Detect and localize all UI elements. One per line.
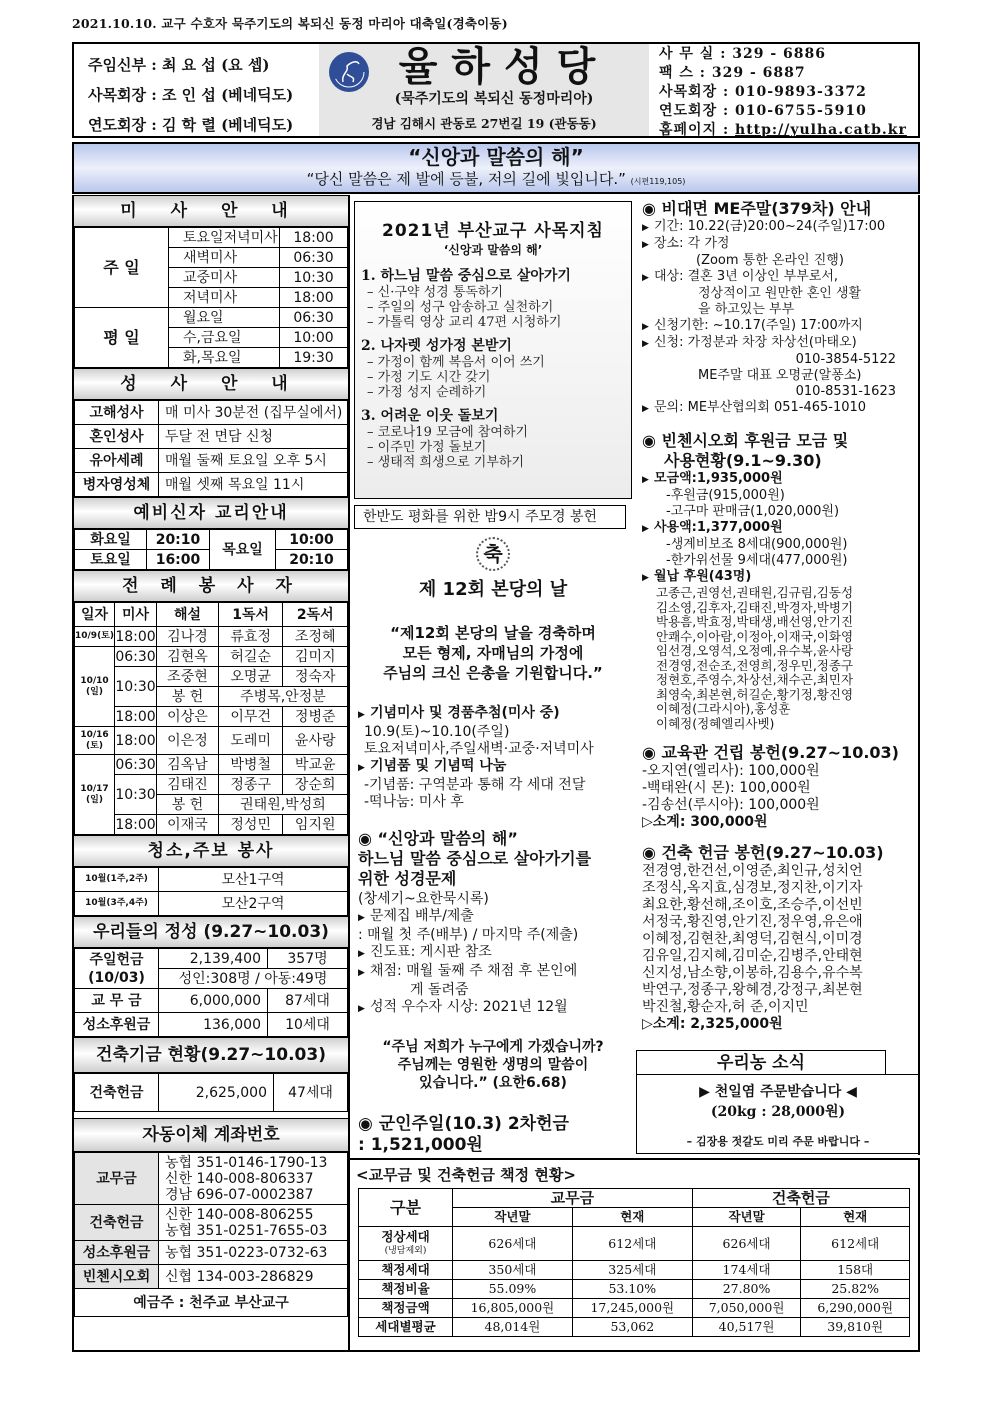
me-weekend-section: ◉ 비대면 ME주말(379차) 안내 ▶ 기간: 10.22(금)20:00~24(주일)17:00 ▶ 장소: 각 가정 (Zoom 통한 온라인 진행) ▶ 대상: 결혼 3년 이상인 부부로서, 정상적이고 원만한 혼인 생활 을 하고있는 부부 ▶ 신청기한: ~10.17(주일) 17:00까지 ▶ 신청: 가정분과 차장 차상선(마태오) 010-3854-5122 ME주말 대표 오명균(알퐁소) 010-8531-1623 ▶ 문의: ME부산협의회 051-465-1010 [642, 199, 896, 415]
parish-title-block [319, 44, 649, 136]
mass-schedule-table: 주 일 토요일저녁미사 18:00 새벽미사 06:30 교중미사 10:30 저녁미사 18:00 평 일 월요일 06:30 수,금요일 10:00 화,목요일 19:30 [74, 227, 348, 368]
building-donation-section: ◉ 건축 헌금 봉헌(9.27~10.03) 전경영,한건선,이영준,최인규,성치언 조정식,옥지효,심경보,정지찬,이기자 최요한,황선해,조이호,조승주,이선빈 서정국,황진영,안기진,정우영,유은애 이혜정,김현찬,최영덕,김현식,이미경 김유일,김지혜,김미순,김병주,안태현 신지성,남소향,이봉하,김용수,유수복 박연구,정종구,왕혜경,강정구,최본현 박진철,황순자,허 준,이지민 ▷소계: 2,325,000원 [642, 843, 884, 1032]
council-phone: 010-9893-3372 [735, 84, 867, 100]
prayer-phone: 010-6755-5910 [735, 103, 867, 119]
header [72, 42, 920, 138]
offering-header: 우리들의 정성 (9.27~10.03) [74, 916, 348, 948]
peace-prayer-box: 한반도 평화를 위한 밤9시 주모경 봉헌 [354, 505, 626, 529]
bible-quiz-section: ◉ “신앙과 말씀의 해” 하느님 말씀 중심으로 살아가기를 위한 성경문제 (창세기~요한묵시록) ▶ 문제집 배부/제출 : 매월 첫 주(배부) / 마지막 주(제출) ▶ 진도표: 게시판 참조 ▶ 채점: 매월 둘째 주 채점 후 본인에 게 돌려줌 ▶ 성적 우수자 시상: 2021년 12월 [358, 829, 592, 1015]
anniversary-details: ▶ 기념미사 및 경품추첨(미사 중) 10.9(토)~10.10(주일) 토요저녁미사,주일새벽·교중·저녁미사 ▶ 기념품 및 기념떡 나눔 -기념품: 구역분과 통해 각 세대 전달 -떡나눔: 미사 후 [358, 705, 594, 810]
scripture-quote: “주님 저희가 누구에게 가겠습니까? 주님께는 영원한 생명의 말씀이 있습니다.” (요한6.68) [382, 1039, 604, 1091]
allocation-title: <교무금 및 건축헌금 책정 현황> [356, 1166, 576, 1184]
cleaning-table: 10월(1주,2주) 모산1구역 10월(3주,4주) 모산2구역 [74, 867, 348, 916]
council-president-line: 사목회장 : 조 인 섭 (베네딕도) [88, 86, 294, 104]
triangle-bullet-icon: ▶ [358, 710, 365, 720]
autopay-header: 자동이체 계좌번호 [74, 1118, 348, 1152]
building-fund-table: 건축헌금 2,625,000 47세대 [74, 1073, 348, 1112]
building-fund-header: 건축기금 현황(9.27~10.03) [74, 1037, 348, 1073]
middle-column [350, 195, 636, 1155]
sacrament-table: 고해성사 매 미사 30분전 (집무실에서) 혼인성사 두달 전 면담 신청 유아세례 매월 둘째 토요일 오후 5시 병자영성체 매월 셋째 목요일 11시 [74, 400, 348, 497]
parish-patron: (묵주기도의 복되신 동정마리아) [394, 91, 594, 107]
parish-address: 경남 김해시 관동로 27번길 19 (관동동) [371, 116, 597, 131]
clergy-list [74, 44, 319, 136]
triangle-bullet-icon: ▶ [358, 763, 365, 773]
celebration-badge-icon: 축 [476, 537, 510, 571]
banner-title: “신앙과 말씀의 해” [408, 145, 584, 169]
parish-name: 율하성당 [398, 44, 610, 90]
homepage-link[interactable]: http://yulha.catb.kr [735, 122, 907, 138]
parish-logo-icon [329, 52, 369, 92]
servers-header: 전 례 봉 사 자 [74, 570, 348, 602]
anniversary-quote: “제12회 본당의 날을 경축하며 모든 형제, 자매님의 가정에 주님의 크신 은총을 기원합니다.” [383, 624, 603, 682]
right-column [636, 195, 920, 1155]
farm-news-title: 우리농 소식 [636, 1050, 886, 1074]
cleaning-header: 청소,주보 봉사 [74, 835, 348, 867]
fax-number: 329 - 6887 [711, 65, 806, 81]
bulletin-date-line: 2021.10.10. 교구 수호자 묵주기도의 복되신 동정 마리아 대축일(경축이동) [72, 16, 508, 31]
theme-banner [72, 142, 920, 194]
office-phone: 329 - 6886 [732, 46, 826, 62]
contact-list: 사 무 실 : 329 - 6886 팩 스 : 329 - 6887 사목회장 : 010-9893-3372 연도회장 : 010-6755-5910 홈페이지 : http://yulha.catb.kr [659, 46, 907, 138]
catechumen-table: 화요일 20:10 목요일 10:00 토요일 16:00 20:10 [74, 529, 348, 570]
vincent-section: ◉ 빈첸시오회 후원금 모금 및 사용현황(9.1~9.30) ▶ 모금액:1,935,000원 -후원금(915,000원) -고구마 판매금(1,020,000원) ▶ 사용액:1,377,000원 -생계비보조 8세대(900,000원) -한가위선물 9세대(477,000원) ▶ 월납 후원(43명) 고종근,권영선,권태원,김규림,김동성 김소영,김후자,김태진,박경자,박병기 박용흠,박효정,박태생,배선영,안기진 안쾌수,이아람,이정아,이재국,이화영 임선경,오영석,오정예,유수복,윤사랑 전경영,전순조,전영희,정우민,정종구 정현호,주영수,차상선,채수곤,최민자 최영숙,최본현,허길순,황기정,황진영 이혜정(그라시아),홍성훈 이혜정(정혜엘리사벳) [642, 431, 854, 731]
sacrament-header: 성 사 안 내 [74, 368, 348, 400]
left-column [72, 195, 350, 1352]
military-sunday-collection: ◉ 군인주일(10.3) 2차헌금 : 1,521,000원 [358, 1114, 569, 1155]
anniversary-title: 제 12회 본당의 날 [418, 579, 568, 600]
offering-table: 주일헌금 (10/03) 2,139,400 357명 성인:308명 / 아동:49명 교 무 금 6,000,000 87세대 성소후원금 136,000 10세대 [74, 948, 348, 1037]
servers-table: 일자 미사 해설 1독서 2독서 10/9(토) 18:00 김나경 류효정 조정혜 10/10 (일) 06:30 김현옥 허길순 김미지 10:30 조중현 오명균 정숙자 봉 헌 주병목,안정분 18:00 이상은 이무건 정병준 10/16 (토) 18:00 이은정 도레미 윤사랑 10/17 (일) 06:30 김옥남 박병철 박교윤 10:30 김태진 정종구 장순희 봉 헌 권태원,박성희 18:00 이재국 정성민 임지원 [74, 602, 348, 835]
mass-schedule-header: 미 사 안 내 [74, 195, 348, 227]
autopay-table: 교무금 농협 351-0146-1790-13 신한 140-008-806337 경남 696-07-0002387 건축헌금 신한 140-008-806255 농협 351-0251-7655-03 성소후원금 농협 351-0223-0732-63 빈첸시오회 신협 134-003-286829 예금주 : 천주교 부산교구 [74, 1152, 348, 1317]
farm-news-box: 우리농 소식 ▶ 천일염 주문받습니다 ◀ (20kg : 28,000원) – 김장용 젓갈도 미리 주문 바랍니다 – [636, 1050, 920, 1154]
education-hall-section: ◉ 교육관 건립 봉헌(9.27~10.03) -오지연(엘리사): 100,000원 -백태완(시 몬): 100,000원 -김송선(루시아): 100,000원 ▷소계: 300,000원 [642, 743, 899, 830]
prayer-president-line: 연도회장 : 김 학 렬 (베네딕도) [88, 116, 294, 134]
allocation-section [350, 1158, 920, 1352]
allocation-table: 구분 교무금 건축헌금 작년말 현재 작년말 현재 정상세대 (냉담제외) 626세대 612세대 626세대 612세대 책정세대 350세대 325세대 174세대 158대 책정비율 55.09% 53.10% 27.80% 25.82% 책정금액 16,805,000원 17,245,000원 7,050,000원 6,290,000원 세대별평균 48,014원 53,062 40,517원 39,810원 [358, 1188, 910, 1337]
pastor-line: 주임신부 : 최 요 섭 (요 셉) [88, 56, 270, 74]
banner-verse: “당신 말씀은 제 발에 등불, 저의 길에 빛입니다.” (시편119,105) [306, 170, 686, 188]
catechumen-header: 예비신자 교리안내 [74, 497, 348, 529]
pastoral-guideline-box: 2021년 부산교구 사목지침 ‘신앙과 말씀의 해’ 1. 하느님 말씀 중심으로 살아가기 – 신·구약 성경 통독하기 – 주일의 성구 암송하고 실천하기 – 가톨릭 영상 교리 47편 시청하기 2. 나자렛 성가정 본받기 – 가정이 함께 복음서 이어 쓰기 – 가정 기도 시간 갖기 – 가정 성지 순례하기 3. 어려운 이웃 돌보기 – 코로나19 모금에 참여하기 – 이주민 가정 돌보기 – 생태적 희생으로 기부하기 [354, 201, 632, 499]
